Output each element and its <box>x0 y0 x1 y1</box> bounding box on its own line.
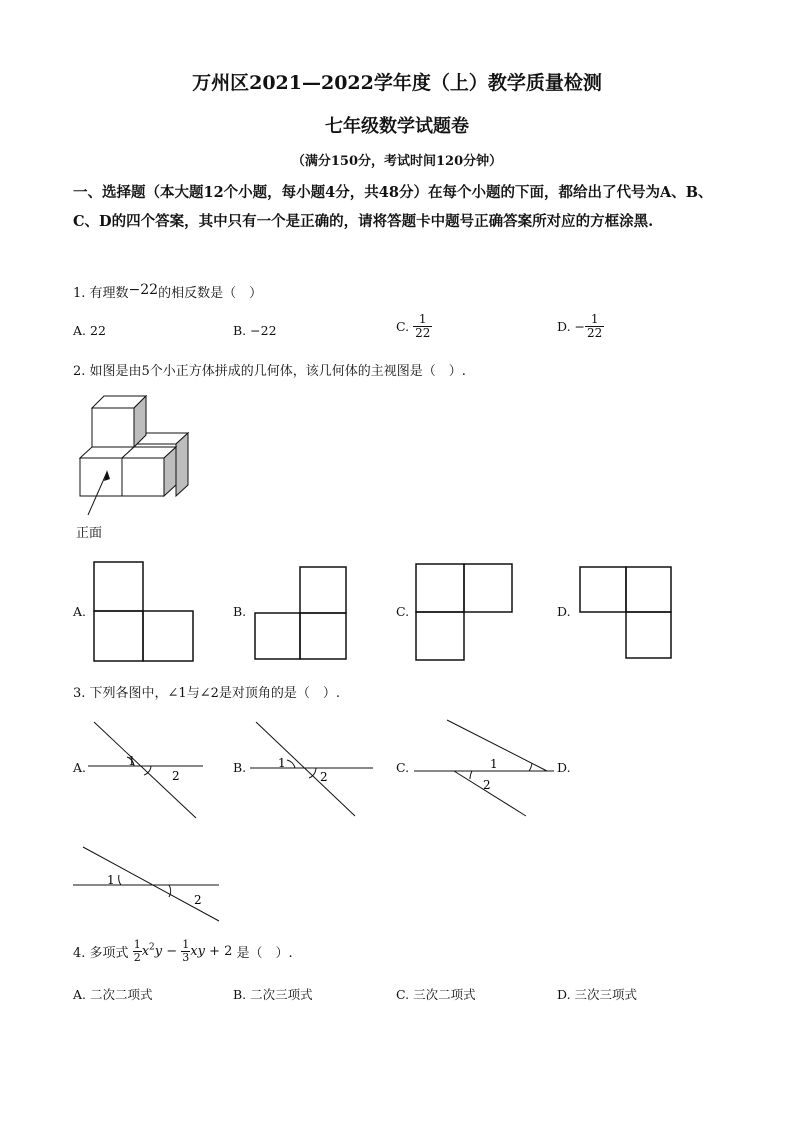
q1-d-fraction: $\frac{1}{22}$ <box>587 312 603 340</box>
question-3: 3. 下列各图中，∠1与∠2是对顶角的是（ ）. <box>73 686 340 701</box>
q2-option-c-label[interactable]: C. <box>396 604 410 619</box>
angle-2-label: 2 <box>320 770 328 784</box>
angle-1-label: 1 <box>490 757 498 771</box>
q4-term-xy: xy <box>190 944 205 959</box>
q2-option-b-label[interactable]: B. <box>233 604 247 619</box>
angle-2-label: 2 <box>483 778 491 792</box>
q2-option-b-figure[interactable] <box>254 566 348 660</box>
q3-option-c-label[interactable]: C. <box>396 760 410 775</box>
q1-option-b[interactable]: B. −22 <box>233 323 277 338</box>
angle-1-label: 1 <box>128 754 136 768</box>
q3-option-b-label[interactable]: B. <box>233 760 247 775</box>
question-4 <box>73 939 293 964</box>
q1-stem-before: 1. 有理数 <box>73 286 129 301</box>
q3-option-c-figure[interactable] <box>414 718 559 820</box>
q4-term-const: + 2 <box>204 944 233 959</box>
q1-stem-after: 的相反数是（ ） <box>158 286 263 301</box>
q3-option-d-figure[interactable] <box>73 845 223 925</box>
q4-term-rest: y − <box>154 944 182 959</box>
angle-1-label: 1 <box>107 873 115 887</box>
q3-option-a-label[interactable]: A. <box>73 760 87 775</box>
q2-solid-figure <box>70 390 200 520</box>
q4-option-a[interactable]: A. 二次二项式 <box>73 987 153 1002</box>
q4-option-c[interactable]: C. 三次二项式 <box>396 987 476 1002</box>
q2-option-a-label[interactable]: A. <box>73 604 87 619</box>
q1-number: −22 <box>128 282 159 298</box>
angle-1-label: 1 <box>278 756 286 770</box>
q4-option-d[interactable]: D. 三次三项式 <box>557 987 638 1002</box>
exam-note: （满分150分，考试时间120分钟） <box>291 154 503 169</box>
q3-option-d-label[interactable]: D. <box>557 760 571 775</box>
question-2: 2. 如图是由5个小正方体拼成的几何体，该几何体的主视图是（ ）. <box>73 364 466 379</box>
q4-term-x: x <box>141 944 150 959</box>
q4-fraction-2: $\frac{1}{3}$ <box>182 938 190 964</box>
q2-option-d-figure[interactable] <box>579 566 673 660</box>
q2-option-a-figure[interactable] <box>93 561 195 663</box>
q4-fraction-1: $\frac{1}{2}$ <box>133 938 141 964</box>
q4-exponent: 2 <box>149 942 155 953</box>
question-1 <box>73 282 262 301</box>
q3-option-b-figure[interactable] <box>250 720 375 820</box>
q4-stem-before: 4. 多项式 <box>73 946 129 961</box>
section-instructions: 一、选择题（本大题12个小题，每小题4分，共48分）在每个小题的下面，都给出了代号为A、B、C、D的四个答案，其中只有一个是正确的，请将答题卡中题号正确答案所对应的方框涂黑. <box>73 184 713 230</box>
q1-option-a[interactable]: A. 22 <box>73 323 106 338</box>
q2-option-d-label[interactable]: D. <box>557 604 571 619</box>
angle-2-label: 2 <box>194 893 202 907</box>
q3-option-a-figure[interactable] <box>88 720 208 820</box>
q4-option-b[interactable]: B. 二次三项式 <box>233 987 313 1002</box>
q1-option-c[interactable]: C. $\frac{1}{22}$ <box>396 312 431 340</box>
q4-stem-after: 是（ ）. <box>236 946 293 961</box>
exam-subtitle: 七年级数学试题卷 <box>325 116 469 137</box>
q2-front-label: 正面 <box>76 526 103 541</box>
q1-c-fraction: $\frac{1}{22}$ <box>415 312 431 340</box>
exam-title: 万州区2021—2022学年度（上）教学质量检测 <box>192 72 602 94</box>
q2-option-c-figure[interactable] <box>415 563 513 661</box>
angle-2-label: 2 <box>172 769 180 783</box>
q1-option-d[interactable]: D. − $\frac{1}{22}$ <box>557 312 603 340</box>
